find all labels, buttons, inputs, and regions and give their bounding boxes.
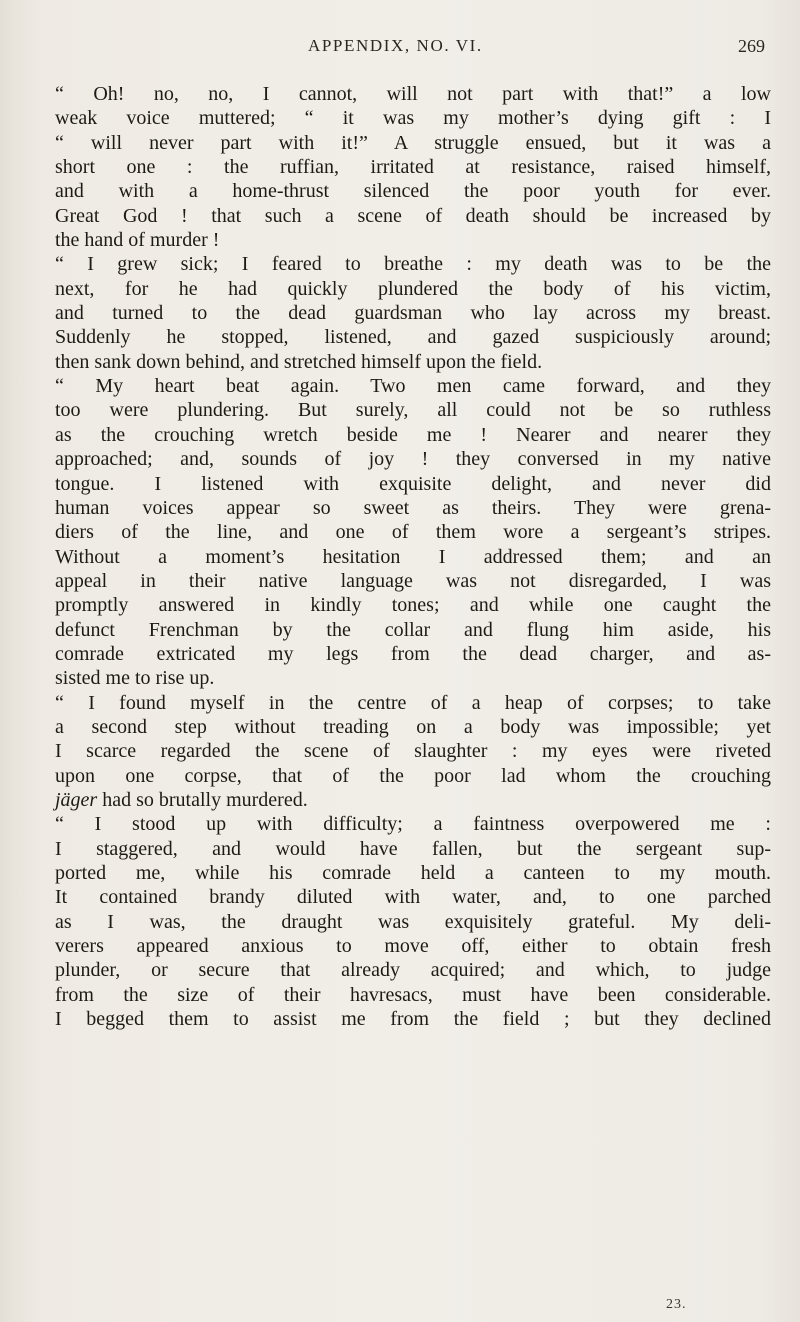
text-line: Without a moment’s hesitation I addressed them; and an [55, 545, 771, 568]
text-line: ported me, while his comrade held a canteen to my mouth. [55, 862, 771, 884]
text-line: tongue. I listened with exquisite delight, and never did [55, 472, 771, 495]
page-number: 269 [738, 36, 765, 56]
text-line: the hand of murder ! [55, 229, 220, 252]
text-line: I begged them to assist me from the field ; but they declined [55, 1008, 771, 1031]
text-line: next, for he had quickly plundered the body of his victim, [55, 277, 771, 300]
text-line: “ I found myself in the centre of a heap of corpses; to take [55, 691, 771, 714]
body-text [55, 82, 771, 1031]
text-line: upon one corpse, that of the poor lad whom the crouching [55, 764, 771, 787]
text-line: comrade extricated my legs from the dead charger, and as- [55, 642, 771, 665]
running-head: APPENDIX, NO. VI. [308, 36, 483, 55]
text-line: verers appeared anxious to move off, either to obtain fresh [55, 935, 771, 958]
text-line: then sank down behind, and stretched himself upon the field. [55, 350, 543, 373]
text-line: and with a home-thrust silenced the poor youth for ever. [55, 180, 771, 203]
text-line: as I was, the draught was exquisitely grateful. My deli- [55, 910, 771, 933]
text-line: “ Oh! no, no, I cannot, will not part with that!” a low [55, 83, 771, 105]
text-line: Great God ! that such a scene of death should be increased by [55, 204, 771, 227]
text-line: “ I stood up with difficulty; a faintness overpowered me : [55, 813, 771, 836]
signature-mark: 23. [666, 1297, 687, 1312]
text-line: jäger had so brutally murdered. [55, 788, 308, 811]
text-line: too were plundering. But surely, all could not be so ruthless [55, 399, 771, 422]
text-line: approached; and, sounds of joy ! they conversed in my native [55, 448, 771, 471]
italic-word: jäger [55, 788, 98, 811]
page-header [0, 36, 800, 64]
text-line: “ will never part with it!” A struggle ensued, but it was a [55, 131, 771, 154]
text-line: weak voice muttered; “ it was my mother’s dying gift : I [55, 107, 771, 130]
text-line: short one : the ruffian, irritated at resistance, raised himself, [55, 156, 771, 179]
text-line: as the crouching wretch beside me ! Nearer and nearer they [55, 423, 771, 446]
text-line: diers of the line, and one of them wore a sergeant’s stripes. [55, 521, 771, 544]
text-line: plunder, or secure that already acquired; and which, to judge [55, 959, 771, 982]
text-line: I staggered, and would have fallen, but the sergeant sup- [55, 837, 771, 860]
text-line: from the size of their havresacs, must have been considerable. [55, 983, 771, 1006]
text-line: I scarce regarded the scene of slaughter : my eyes were riveted [55, 740, 771, 763]
text-line: “ I grew sick; I feared to breathe : my death was to be the [55, 253, 771, 276]
text-line: appeal in their native language was not disregarded, I was [55, 569, 771, 592]
text-line: a second step without treading on a body was impossible; yet [55, 715, 771, 738]
text-line: defunct Frenchman by the collar and flung him aside, his [55, 618, 771, 641]
text-line: human voices appear so sweet as theirs. They were grena- [55, 496, 771, 519]
text-line: sisted me to rise up. [55, 667, 215, 690]
text-line: Suddenly he stopped, listened, and gazed suspiciously around; [55, 326, 771, 349]
text-line: It contained brandy diluted with water, and, to one parched [55, 886, 771, 909]
text-line: promptly answered in kindly tones; and while one caught the [55, 594, 771, 617]
text-line: and turned to the dead guardsman who lay across my breast. [55, 302, 771, 325]
text-line: “ My heart beat again. Two men came forward, and they [55, 375, 771, 398]
